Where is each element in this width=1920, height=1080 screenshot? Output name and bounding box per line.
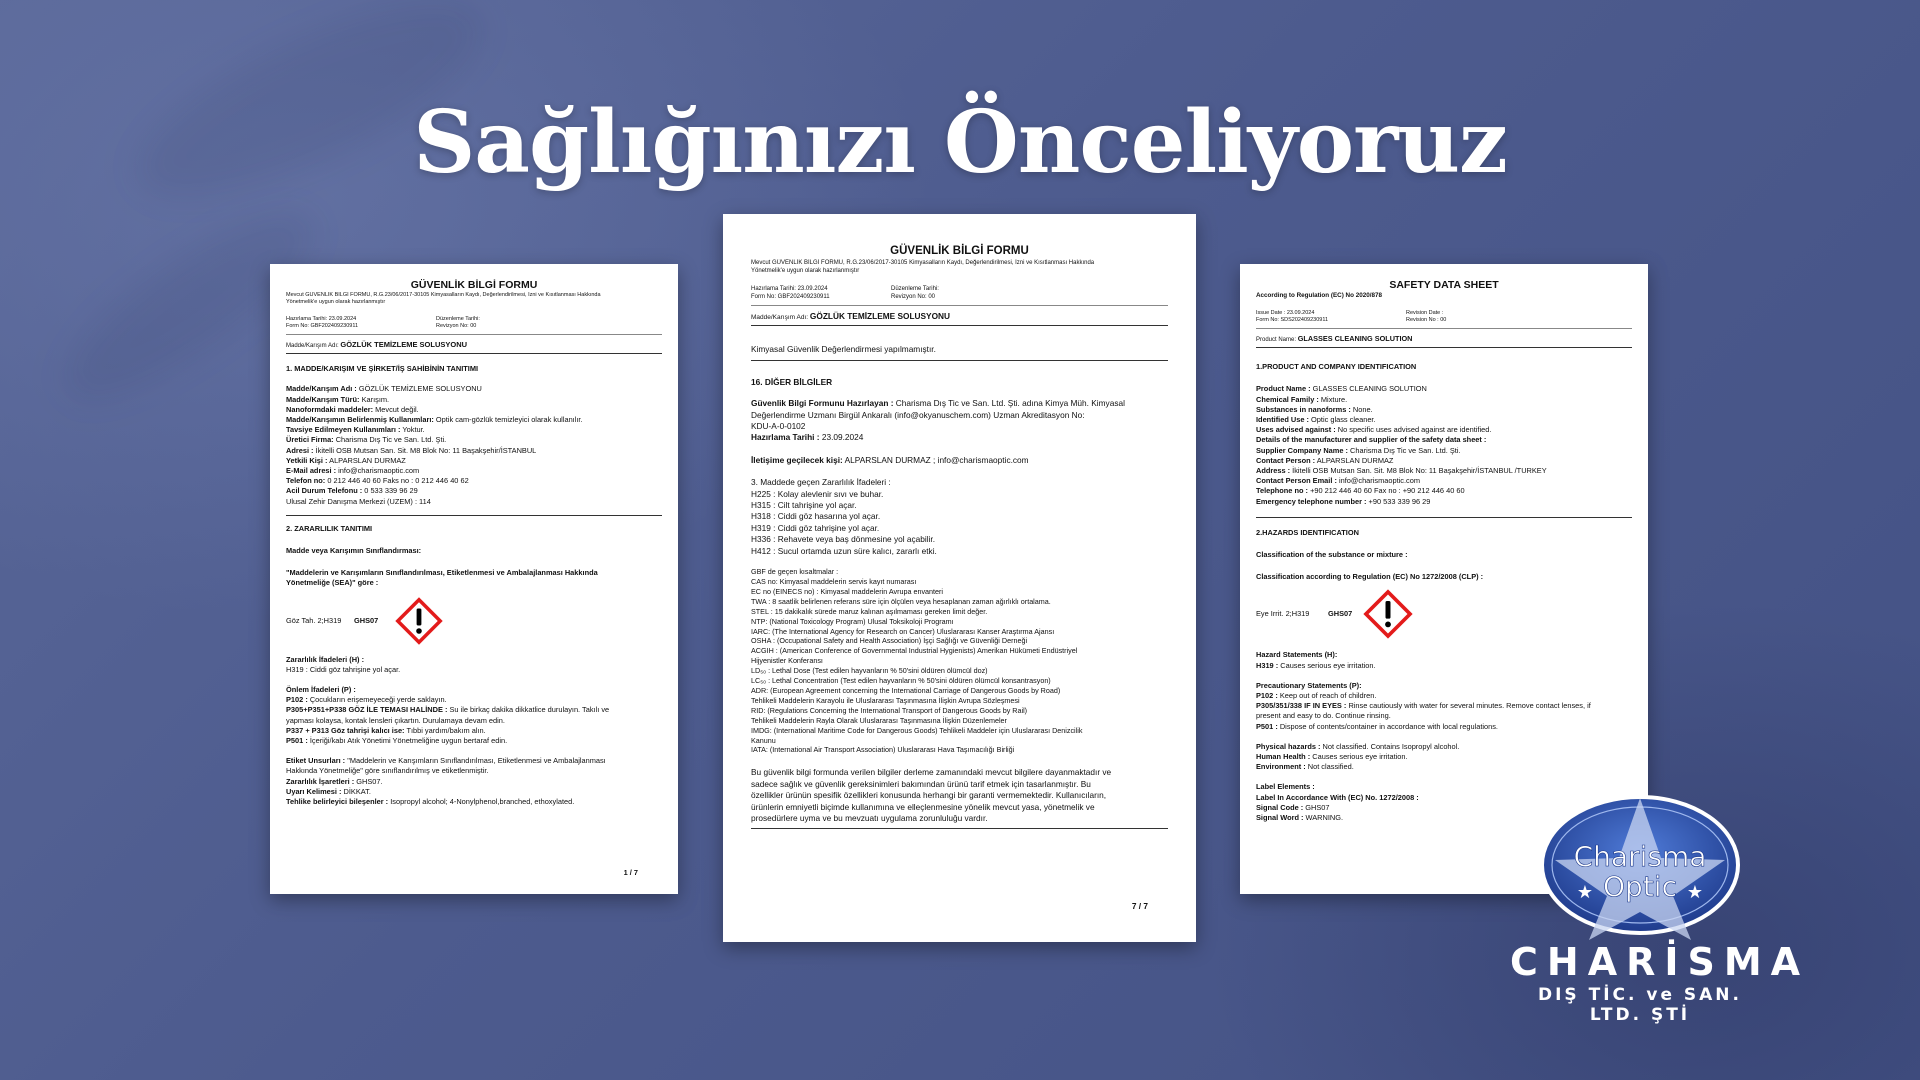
- doc-title: SAFETY DATA SHEET: [1389, 279, 1499, 291]
- product-name: GÖZLÜK TEMİZLEME SOLUSYONU: [340, 340, 468, 349]
- regulation: According to Regulation (EC) No 2020/878: [1256, 292, 1382, 299]
- abbr-item: OSHA : (Occupational Safety and Health Association) İşçi Sağlığı ve Güvenliği Derneği: [751, 636, 1028, 646]
- prepared-value: 23.09.2024: [819, 432, 864, 443]
- revision-no: Revision No : 00: [1406, 317, 1447, 323]
- h-statement: H336 : Rehavete veya baş dönmesine yol açabilir.: [751, 534, 936, 545]
- label-value: Isopropyl alcohol; 4-Nonylphenol,branched, ethoxylated.: [388, 797, 575, 807]
- precaution-text: Su ile birkaç dakika dikkatlice durulayın. Takılı ve: [447, 705, 610, 715]
- line-label: Madde/Karışım Türü:: [286, 394, 360, 404]
- line-label: Contact Person Email :: [1256, 476, 1337, 486]
- physical-value: Causes serious eye irritation.: [1310, 752, 1408, 762]
- abbr-item: Hijyenistler Konferansı: [751, 656, 823, 666]
- section-1-title: 1.PRODUCT AND COMPANY IDENTIFICATION: [1256, 362, 1417, 372]
- abbr-item: IMDG: (International Maritime Code for Dangerous Goods) Tehlikeli Maddeler için Uluslararası Denizcilik: [751, 725, 1083, 735]
- abbr-item: ACGIH : (American Conference of Governmental Industrial Hygienists) Amerikan Hükümeti Endüstriyel: [751, 646, 1078, 656]
- line-label: Supplier Company Name :: [1256, 445, 1348, 455]
- line-value: None.: [1350, 404, 1373, 414]
- line-value: No specific uses advised against are identified.: [1335, 425, 1492, 435]
- line-value: İkitelli OSB Mutsan San. Sit. M8 Blok No: 11 Başakşehir/İSTANBUL: [313, 445, 537, 455]
- h-statements-title: 3. Maddede geçen Zararlılık İfadeleri :: [751, 477, 891, 488]
- line-value: Charisma Dış Tic ve San. Ltd. Şti.: [333, 435, 447, 445]
- logo-text-2: Optic: [1603, 870, 1677, 903]
- safety-form-page-7: [723, 214, 1196, 942]
- safety-form-page-1: [270, 264, 678, 894]
- precaution-code: P501 :: [286, 736, 308, 746]
- h-statement: H412 : Sucul ortamda uzun süre kalıcı, zararlı etki.: [751, 545, 937, 556]
- abbr-item: IATA: (International Air Transport Association) Uluslararası Hava Taşımacılığı Birliği: [751, 745, 1015, 755]
- line-label: Contact Person :: [1256, 455, 1316, 465]
- abbr-item: Kanunu: [751, 735, 776, 745]
- line-label: Details of the manufacturer and supplier of the safety data sheet :: [1256, 435, 1487, 445]
- disclaimer-line: Bu güvenlik bilgi formunda verilen bilgiler derleme zamanındaki mevcut bilgilere dayanmaktadır ve: [751, 767, 1112, 778]
- precaution-text: Keep out of reach of children.: [1277, 691, 1377, 701]
- label-key: Signal Word :: [1256, 813, 1304, 823]
- abbr-item: IARC: (The International Agency for Research on Cancer) Uluslararası Kanser Araştırma Ajansı: [751, 626, 1055, 636]
- charisma-optic-logo: [1535, 790, 1745, 940]
- physical-key: Physical hazards :: [1256, 741, 1321, 751]
- ghs-code: GHS07: [1328, 609, 1353, 619]
- abbr-item: EC no (EINECS no) : Kimyasal maddelerin Avrupa envanteri: [751, 586, 944, 596]
- abbr-title: GBF de geçen kısaltmalar :: [751, 567, 839, 577]
- line-value: Yoktur.: [400, 425, 425, 435]
- line-label: Uses advised against :: [1256, 425, 1336, 435]
- doc-intro-2: Yönetmelik'e uygun olarak hazırlanmıştır: [751, 268, 860, 274]
- doc-title: GÜVENLİK BİLGİ FORMU: [410, 279, 538, 291]
- chem-eval: Kimyasal Güvenlik Değerlendirmesi yapılmamıştır.: [751, 344, 936, 355]
- line-value: +90 212 446 40 60 Fax no : +90 212 446 40 60: [1308, 486, 1465, 496]
- line-label: Tavsiye Edilmeyen Kullanımları :: [286, 425, 401, 435]
- doc-intro-1: Mevcut GÜVENLİK BİLGİ FORMU, R.G.23/06/2017-30105 Kimyasalların Kaydı, Değerlendirilmesi, İzni ve Kısıtlanması Hakkında: [751, 260, 1095, 266]
- rev-date: Düzenleme Tarihi:: [891, 286, 939, 292]
- section-16-title: 16. DİĞER BİLGİLER: [751, 376, 833, 387]
- abbr-item: ADR: (European Agreement concerning the International Carriage of Dangerous Goods by Road): [751, 685, 1061, 695]
- rev-date: Düzenleme Tarihi:: [436, 316, 480, 322]
- line-label: Madde/Karışımın Belirlenmiş Kullanımları:: [286, 415, 434, 425]
- logo-star-right-icon: ★: [1686, 882, 1704, 902]
- prepared-label: Hazırlama Tarihi :: [751, 432, 820, 443]
- disclaimer: [751, 767, 1168, 824]
- prepared-value: Charisma Dış Tic ve San. Ltd. Şti. adına Kimya Müh. Kimyasal: [893, 398, 1125, 409]
- rev-no: Revizyon No: 00: [436, 323, 477, 329]
- product-name: GÖZLÜK TEMİZLEME SOLUSYONU: [809, 311, 951, 321]
- section-1-title: 1. MADDE/KARIŞIM VE ŞİRKET/İŞ SAHİBİNİN TANITIMI: [286, 364, 479, 374]
- disclaimer-line: prosedürlere uyma ve bu mevzuatı uygulama zorunluluğu vardır.: [751, 812, 988, 823]
- prepared-value: Değerlendirme Uzmanı Birgül Ankaralı (info@okyanuschem.com) Uzman Akreditasyon No:: [751, 409, 1085, 420]
- h-statement: H319 : Ciddi göz tahrişine yol açar.: [751, 522, 880, 533]
- label-key: Label In Accordance With (EC) No. 1272/2008 :: [1256, 792, 1419, 802]
- precaution-text: Dispose of contents/container in accordance with local regulations.: [1277, 721, 1498, 731]
- product-label: Madde/Karışım Adı:: [286, 343, 339, 349]
- precaution-text: Rinse cautiously with water for several minutes. Remove contact lenses, if: [1346, 701, 1591, 711]
- h-statement: H225 : Kolay alevlenir sıvı ve buhar.: [751, 488, 884, 499]
- classification-title: Classification of the substance or mixture :: [1256, 550, 1408, 560]
- disclaimer-line: ürünlerin emniyetli biçimde kullanımına ve elleçlenmesine yönelik mevcut yasa, yönetmelik ve: [751, 801, 1095, 812]
- physical-value: Not classified. Contains Isopropyl alcohol.: [1320, 741, 1460, 751]
- prep-date: Hazırlama Tarihi: 23.09.2024: [751, 286, 828, 292]
- classification-regulation: Classification according to Regulation (EC) No 1272/2008 (CLP) :: [1256, 572, 1484, 582]
- abbr-item: LD₅₀ : Lethal Dose (Test edilen hayvanların % 50'sini öldüren ölümcül doz): [751, 666, 988, 676]
- doc-intro-1: Mevcut GÜVENLİK BİLGİ FORMU, R.G.23/06/2017-30105 Kimyasalların Kaydı, Değerlendirilmesi, İzni ve Kısıtlanması Hakkında: [286, 292, 601, 298]
- logo-star-left-icon: ★: [1576, 882, 1594, 902]
- line-value: Charisma Dış Tic ve San. Ltd. Şti.: [1348, 445, 1461, 455]
- precautions-title: Precautionary Statements (P):: [1256, 680, 1362, 690]
- hazard-statements-title: Zararlılık İfadeleri (H) :: [286, 654, 365, 664]
- line-value: Mevcut değil.: [373, 404, 419, 414]
- section-1-lines: [286, 384, 662, 506]
- hazard-code: H319 :: [1256, 660, 1279, 670]
- product-label: Madde/Karışım Adı:: [751, 314, 809, 321]
- page-number: 1 / 7: [623, 867, 638, 877]
- line-value: Karışım.: [359, 394, 390, 404]
- precaution-text: Çocukların erişemeyeceği yerde saklayın.: [307, 695, 447, 705]
- line-label: Üretici Firma:: [286, 435, 334, 445]
- prepared-label: Güvenlik Bilgi Formunu Hazırlayan :: [751, 398, 894, 409]
- line-value: +90 533 339 96 29: [1366, 496, 1431, 506]
- line-value: GÖZLÜK TEMİZLEME SOLUSYONU: [356, 384, 482, 394]
- hazard-statement: H319 : Ciddi göz tahrişine yol açar.: [286, 664, 401, 674]
- line-label: E-Mail adresi :: [286, 466, 337, 476]
- regulation-line-1: "Maddelerin ve Karışımların Sınıflandırılması, Etiketlenmesi ve Ambalajlanması Hakkında: [286, 568, 598, 578]
- precaution-text: present and easy to do. Continue rinsing.: [1256, 711, 1391, 721]
- logo-text-1: Charisma: [1573, 840, 1707, 873]
- form-no: Form No: GBF202409230911: [751, 294, 830, 300]
- section-2-title: 2. ZARARLILIK TANITIMI: [286, 523, 373, 533]
- precaution-code: P337 + P313 Göz tahrişi kalıcı ise:: [286, 725, 405, 735]
- line-value: Optic glass cleaner.: [1308, 415, 1376, 425]
- hazard-class: Göz Tah. 2;H319: [286, 615, 342, 625]
- precaution-text: yapması kolaysa, kontak lensleri çıkartın. Durulamaya devam edin.: [286, 715, 505, 725]
- ghs-code: GHS07: [354, 615, 379, 625]
- h-statements-list: [751, 489, 1168, 557]
- line-value: Ulusal Zehir Danışma Merkezi (UZEM) : 114: [286, 496, 431, 506]
- line-label: Chemical Family :: [1256, 394, 1319, 404]
- label-value: "Maddelerin ve Karışımların Sınıflandırılması, Etiketlenmesi ve Ambalajlanması: [345, 756, 606, 766]
- hazard-text: Causes serious eye irritation.: [1278, 660, 1376, 670]
- line-value: info@charismaoptic.com: [1336, 476, 1420, 486]
- abbr-item: Tehlikeli Maddelerin Karayolu ile Uluslararası Taşınmasına İlişkin Avrupa Sözleşmesi: [751, 695, 1020, 705]
- doc-intro-2: Yönetmelik'e uygun olarak hazırlanmıştır: [286, 299, 386, 305]
- line-label: Yetkili Kişi :: [286, 455, 328, 465]
- brand-subtitle: DIŞ TİC. ve SAN. LTD. ŞTİ: [1538, 985, 1742, 1025]
- revision-date: Revision Date :: [1406, 310, 1444, 316]
- hazard-class: Eye Irrit. 2;H319: [1256, 609, 1310, 619]
- abbr-item: CAS no: Kimyasal maddelerin servis kayıt numarası: [751, 577, 917, 586]
- section-1-lines: [1256, 384, 1632, 506]
- form-no: Form No: GBF202409230911: [286, 323, 359, 329]
- label-value: GHS07.: [354, 776, 383, 786]
- section-2-title: 2.HAZARDS IDENTIFICATION: [1256, 527, 1359, 537]
- product-name: GLASSES CLEANING SOLUTION: [1297, 334, 1413, 343]
- ghs07-exclamation-icon: [1362, 588, 1414, 640]
- abbr-item: TWA : 8 saatlik belirlenen referans süre için ölçülen veya hesaplanan zaman ağırlıklı ortalama.: [751, 596, 1051, 606]
- label-value: Hakkında Yönetmeliğe" göre sınıflandırılmış ve etiketlenmiştir.: [286, 766, 489, 776]
- line-label: Adresi :: [286, 445, 314, 455]
- abbr-item: LC₅₀ : Lethal Concentration (Test edilen hayvanların % 50'sini öldüren ölümcül konsantrasyon): [751, 676, 1051, 686]
- abbr-item: STEL : 15 dakikalık sürede maruz kalınan aşılmaması gereken limit değer.: [751, 606, 988, 616]
- line-label: Identified Use :: [1256, 415, 1309, 425]
- disclaimer-line: özellikler ürünün spesifik özellikleri konusunda herhangi bir garanti vermemektedir. Kullanıcıların,: [751, 790, 1107, 801]
- label-key: Label Elements :: [1256, 782, 1315, 792]
- regulation-line-2: Yönetmeliğe (SEA)" göre :: [286, 578, 379, 588]
- line-value: 0 533 339 96 29: [362, 486, 418, 496]
- line-value: info@charismaoptic.com: [336, 466, 420, 476]
- precaution-code: P305+P351+P338 GÖZ İLE TEMASI HALİNDE :: [286, 705, 448, 715]
- abbreviations: [751, 567, 1168, 755]
- doc-title: GÜVENLİK BİLGİ FORMU: [890, 245, 1029, 257]
- logo-emblem-icon: [1535, 790, 1745, 940]
- precaution-text: Tıbbi yardım/bakım alın.: [404, 725, 486, 735]
- label-key: Etiket Unsurları :: [286, 756, 346, 766]
- line-label: Emergency telephone number :: [1256, 496, 1367, 506]
- hazard-title: Hazard Statements (H):: [1256, 650, 1338, 660]
- line-value: Optik cam-gözlük temizleyici olarak kullanılır.: [433, 415, 583, 425]
- line-label: Product Name :: [1256, 384, 1311, 394]
- page-number: 7 / 7: [1131, 900, 1148, 911]
- abbr-item: Tehlikeli Maddelerin Rayla Olarak Uluslararası Taşınmasına İlişkin Düzenlemeler: [751, 715, 1007, 725]
- abbr-item: NTP: (National Toxicology Program) Ulusal Toksikoloji Programı: [751, 616, 954, 626]
- line-label: Acil Durum Telefonu :: [286, 486, 363, 496]
- line-value: ALPARSLAN DURMAZ: [327, 455, 406, 465]
- label-value: GHS07: [1303, 802, 1330, 812]
- precaution-text: İçeriği/kabı Atık Yönetimi Yönetmeliğine uygun bertaraf edin.: [307, 736, 508, 746]
- ghs07-exclamation-icon: [394, 596, 444, 646]
- rev-no: Revizyon No: 00: [891, 294, 936, 300]
- line-value: 0 212 446 40 60 Faks no : 0 212 446 40 62: [325, 476, 469, 486]
- physical-key: Human Health :: [1256, 752, 1311, 762]
- contact-label: İletişime geçilecek kişi:: [751, 454, 843, 465]
- prep-date: Hazırlama Tarihi: 23.09.2024: [286, 316, 357, 322]
- line-value: ALPARSLAN DURMAZ: [1315, 455, 1394, 465]
- contact-value: ALPARSLAN DURMAZ ; info@charismaoptic.com: [842, 454, 1029, 465]
- classification-title: Madde veya Karışımın Sınıflandırması:: [286, 546, 422, 556]
- issue-date: Issue Date : 23.09.2024: [1256, 310, 1315, 316]
- form-no: Form No: SDS202409230911: [1256, 317, 1329, 323]
- line-value: İkitelli OSB Mutsan San. Sit. M8 Blok No: 11 Başakşehir/İSTANBUL /TURKEY: [1290, 466, 1547, 476]
- product-label: Product Name:: [1256, 337, 1297, 343]
- prepared-value: KDU-A-0-0102: [751, 421, 806, 432]
- abbr-item: RID: (Regulations Concerning the International Transport of Dangerous Goods by Rail): [751, 705, 1028, 715]
- line-value: Mixture.: [1318, 394, 1348, 404]
- precautions-title: Önlem İfadeleri (P) :: [286, 685, 356, 695]
- label-key: Tehlike belirleyici bileşenler :: [286, 797, 389, 807]
- precaution-code: P102 :: [1256, 691, 1278, 701]
- precaution-code: P305/351/338 IF IN EYES :: [1256, 701, 1347, 711]
- h-statement: H318 : Ciddi göz hasarına yol açar.: [751, 511, 881, 522]
- label-value: WARNING.: [1303, 813, 1344, 823]
- physical-key: Environment :: [1256, 762, 1306, 772]
- label-key: Signal Code :: [1256, 802, 1304, 812]
- line-label: Madde/Karışım Adı :: [286, 384, 357, 394]
- precaution-code: P102 :: [286, 695, 308, 705]
- page-headline: Sağlığınızı Önceliyoruz: [413, 92, 1507, 193]
- line-label: Nanoformdaki maddeler:: [286, 404, 374, 414]
- line-label: Address :: [1256, 466, 1291, 476]
- physical-value: Not classified.: [1305, 762, 1354, 772]
- line-value: GLASSES CLEANING SOLUTION: [1310, 384, 1427, 394]
- h-statement: H315 : Cilt tahrişine yol açar.: [751, 500, 857, 511]
- label-key: Uyarı Kelimesi :: [286, 786, 342, 796]
- precaution-code: P501 :: [1256, 721, 1278, 731]
- brand-name: CHARİSMA: [1510, 940, 1810, 984]
- line-label: Telefon no:: [286, 476, 326, 486]
- line-label: Telephone no :: [1256, 486, 1309, 496]
- line-label: Substances in nanoforms :: [1256, 404, 1351, 414]
- disclaimer-line: sadece sağlık ve güvenlik gereksinimleri bakımından ürünü tarif etmek için tasarlanmıştır. Bu: [751, 778, 1091, 789]
- label-value: DİKKAT.: [341, 786, 371, 796]
- label-key: Zararlılık İşaretleri :: [286, 776, 355, 786]
